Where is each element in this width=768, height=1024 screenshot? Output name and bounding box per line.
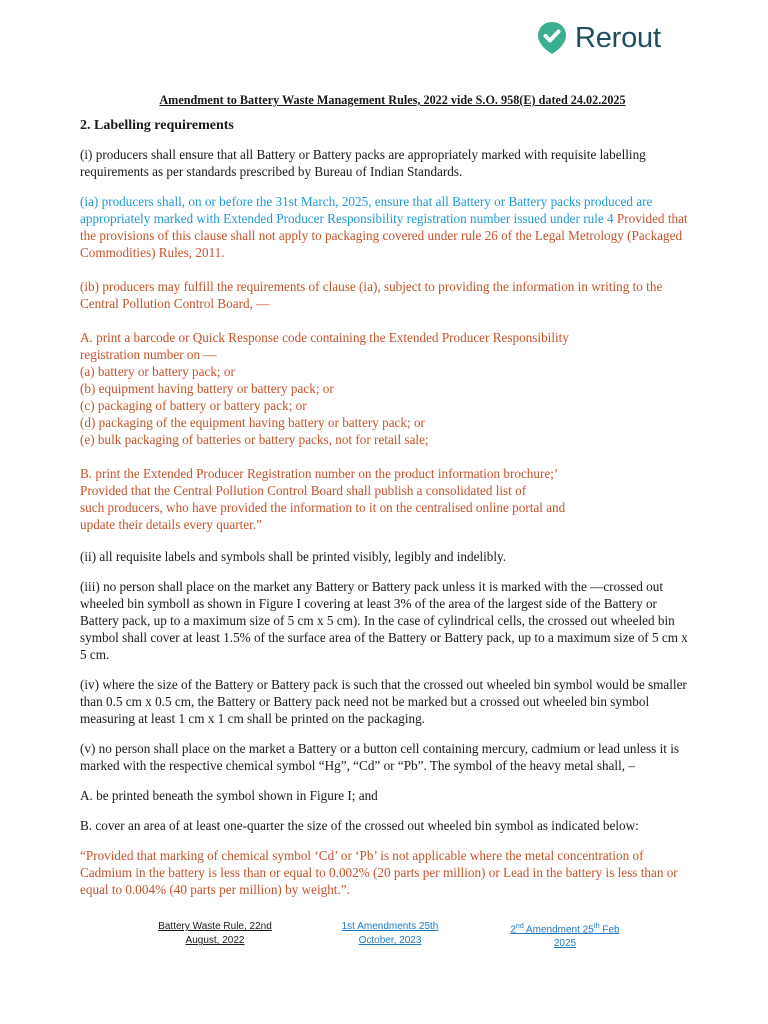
clause-ia: [80, 193, 695, 261]
second-amendment-link[interactable]: 2nd Amendment 25th Feb 2025: [510, 923, 620, 950]
clause-ib: (ib) producers may fulfill the requirements of clause (ia), subject to providing the information in writing to the Central Pollution Control Board, —: [80, 279, 663, 311]
option-a-line: A. print a barcode or Quick Response code containing the Extended Producer Responsibility: [80, 330, 569, 345]
footer-links: [150, 920, 630, 951]
option-a-line: registration number on —: [80, 347, 217, 362]
option-a-line: (d) packaging of the equipment having battery or battery pack; or: [80, 415, 425, 430]
brand-name: Rerout: [575, 21, 661, 54]
clause-ia-text: (ia) producers shall, on or before the 31st March, 2025, ensure that all Battery or Battery packs produced are appropriately marked with Extended Producer Responsibility registration number issued under rule 4: [80, 194, 653, 226]
option-b-block: [80, 465, 695, 533]
option-b-line: such producers, who have provided the information to it on the centralised online portal and: [80, 500, 566, 515]
document-body: [80, 93, 695, 911]
cadmium-lead-proviso: “Provided that marking of chemical symbol ‘Cd’ or ‘Pb’ is not applicable where the metal concentration of Cadmium in the battery is less than or equal to 0.002% (20 parts per million) or Lead in the battery is less than or equal to 0.004% (40 parts per million) by weight.”.: [80, 848, 678, 897]
section-heading: 2. Labelling requirements: [80, 118, 234, 133]
option-b-line: update their details every quarter.”: [80, 517, 262, 532]
clause-v: (v) no person shall place on the market a Battery or a button cell containing mercury, cadmium or lead unless it is marked with the respective chemical symbol “Hg”, “Cd” or “Pb”. The symbol of the heavy metal shall, –: [80, 741, 679, 773]
clause-i: (i) producers shall ensure that all Battery or Battery packs are appropriately marked with requisite labelling requirements as per standards prescribed by Bureau of Indian Standards.: [80, 147, 646, 179]
option-b-line: B. print the Extended Producer Registration number on the product information brochure;’: [80, 466, 559, 481]
rerout-logo: [535, 20, 661, 56]
clause-ia-proviso: Provided that the provisions of this clause shall not apply to packaging covered under rule 26 of the Legal Metrology (Packaged Commodities) Rules, 2011.: [80, 211, 688, 260]
clause-iv: (iv) where the size of the Battery or Battery pack is such that the crossed out wheeled bin symbol would be smaller than 0.5 cm x 0.5 cm, the Battery or Battery pack need not be marked but a crossed out wheeled bin symbol measuring at least 1 cm x 1 cm shall be printed on the packaging.: [80, 677, 687, 726]
battery-waste-rule-2022-link[interactable]: Battery Waste Rule, 22nd August, 2022: [158, 921, 272, 946]
clause-v-a: A. be printed beneath the symbol shown in Figure I; and: [80, 788, 378, 803]
option-a-line: (a) battery or battery pack; or: [80, 364, 235, 379]
location-pin-icon: [535, 20, 569, 56]
option-a-line: (c) packaging of battery or battery pack; or: [80, 398, 307, 413]
option-b-line: Provided that the Central Pollution Control Board shall publish a consolidated list of: [80, 483, 527, 498]
document-title: Amendment to Battery Waste Management Rules, 2022 vide S.O. 958(E) dated 24.02.2025: [159, 93, 626, 107]
clause-v-b: B. cover an area of at least one-quarter the size of the crossed out wheeled bin symbol as indicated below:: [80, 818, 639, 833]
first-amendment-link[interactable]: 1st Amendments 25th October, 2023: [341, 921, 439, 946]
option-a-block: [80, 329, 695, 448]
clause-iii: (iii) no person shall place on the market any Battery or Battery pack unless it is marked with the —crossed out wheeled bin symbol‖ as shown in Figure I covering at least 3% of the area of the largest side of the Battery or Battery pack, up to a maximum size of 5 cm x 5 cm). In the case of cylindrical cells, the crossed out wheeled bin symbol shall cover at least 1.5% of the surface area of the Battery or Battery pack, up to a maximum size of 5 cm x 5 cm.: [80, 579, 688, 662]
option-a-line: (e) bulk packaging of batteries or battery packs, not for retail sale;: [80, 432, 429, 447]
clause-ii: (ii) all requisite labels and symbols shall be printed visibly, legibly and indelibly.: [80, 549, 507, 564]
option-a-line: (b) equipment having battery or battery pack; or: [80, 381, 334, 396]
